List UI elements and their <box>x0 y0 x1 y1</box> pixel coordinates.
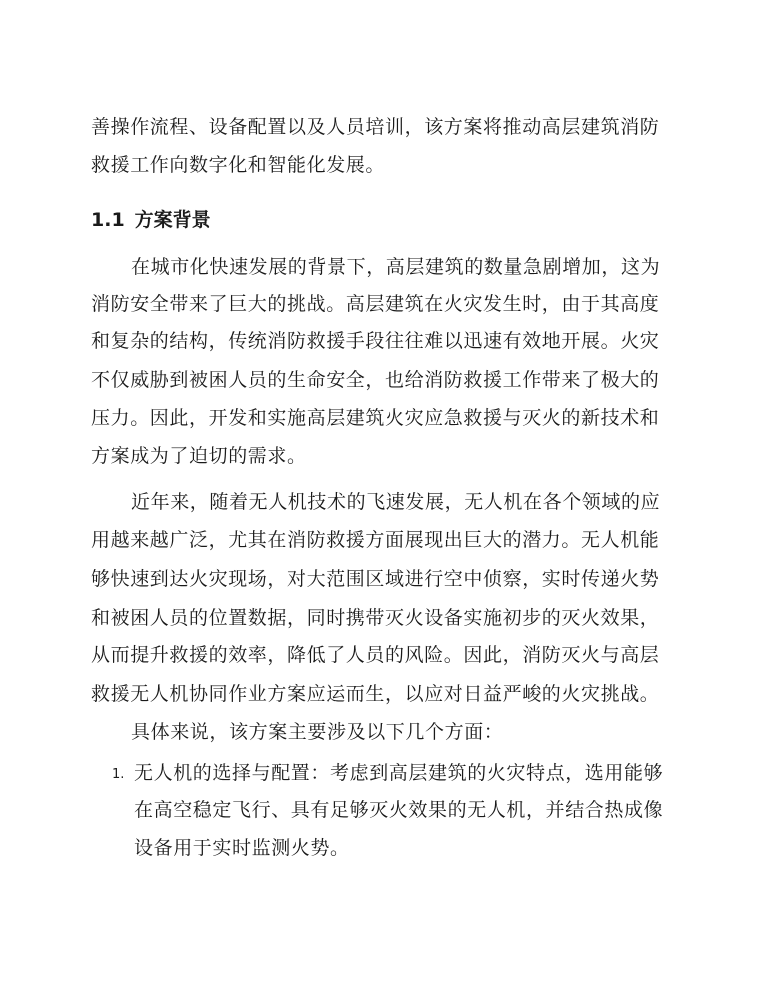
list-item-1-line-1: 无人机的选择与配置：考虑到高层建筑的火灾特点，选用能够 <box>134 762 664 784</box>
paragraph1-line-2: 消防安全带来了巨大的挑战。高层建筑在火灾发生时，由于其高度 <box>91 293 660 315</box>
intro-line-2: 救援工作向数字化和智能化发展。 <box>91 154 386 176</box>
list-item-1-marker: 1. <box>112 767 125 782</box>
section-heading <box>91 207 211 233</box>
paragraph2-line-4: 和被困人员的位置数据，同时携带灭火设备实施初步的灭火效果， <box>91 607 660 629</box>
paragraph2-line-2: 用越来越广泛，尤其在消防救援方面展现出巨大的潜力。无人机能 <box>91 529 660 551</box>
paragraph2-line-5: 从而提升救援的效率，降低了人员的风险。因此，消防灭火与高层 <box>91 644 660 666</box>
paragraph1-line-6: 方案成为了迫切的需求。 <box>91 445 307 467</box>
paragraph1-line-5: 压力。因此，开发和实施高层建筑火灾应急救援与灭火的新技术和 <box>91 407 660 429</box>
paragraph2-line-1: 近年来，随着无人机技术的飞速发展，无人机在各个领域的应 <box>131 491 661 513</box>
section-title: 方案背景 <box>134 209 211 231</box>
list-item-1-line-2: 在高空稳定飞行、具有足够灭火效果的无人机，并结合热成像 <box>134 799 664 821</box>
section-number: 1.1 <box>91 209 125 231</box>
list-item-1-line-3: 设备用于实时监测火势。 <box>134 837 350 859</box>
intro-line-1: 善操作流程、设备配置以及人员培训，该方案将推动高层建筑消防 <box>91 116 660 138</box>
paragraph1-line-3: 和复杂的结构，传统消防救援手段往往难以迅速有效地开展。火灾 <box>91 330 660 352</box>
paragraph2-line-3: 够快速到达火灾现场，对大范围区域进行空中侦察，实时传递火势 <box>91 568 660 590</box>
paragraph3-line-1: 具体来说，该方案主要涉及以下几个方面： <box>131 721 504 743</box>
paragraph2-line-6: 救援无人机协同作业方案应运而生，以应对日益严峻的火灾挑战。 <box>91 683 660 705</box>
paragraph1-line-4: 不仅威胁到被困人员的生命安全，也给消防救援工作带来了极大的 <box>91 369 660 391</box>
paragraph1-line-1: 在城市化快速发展的背景下，高层建筑的数量急剧增加，这为 <box>131 256 661 278</box>
